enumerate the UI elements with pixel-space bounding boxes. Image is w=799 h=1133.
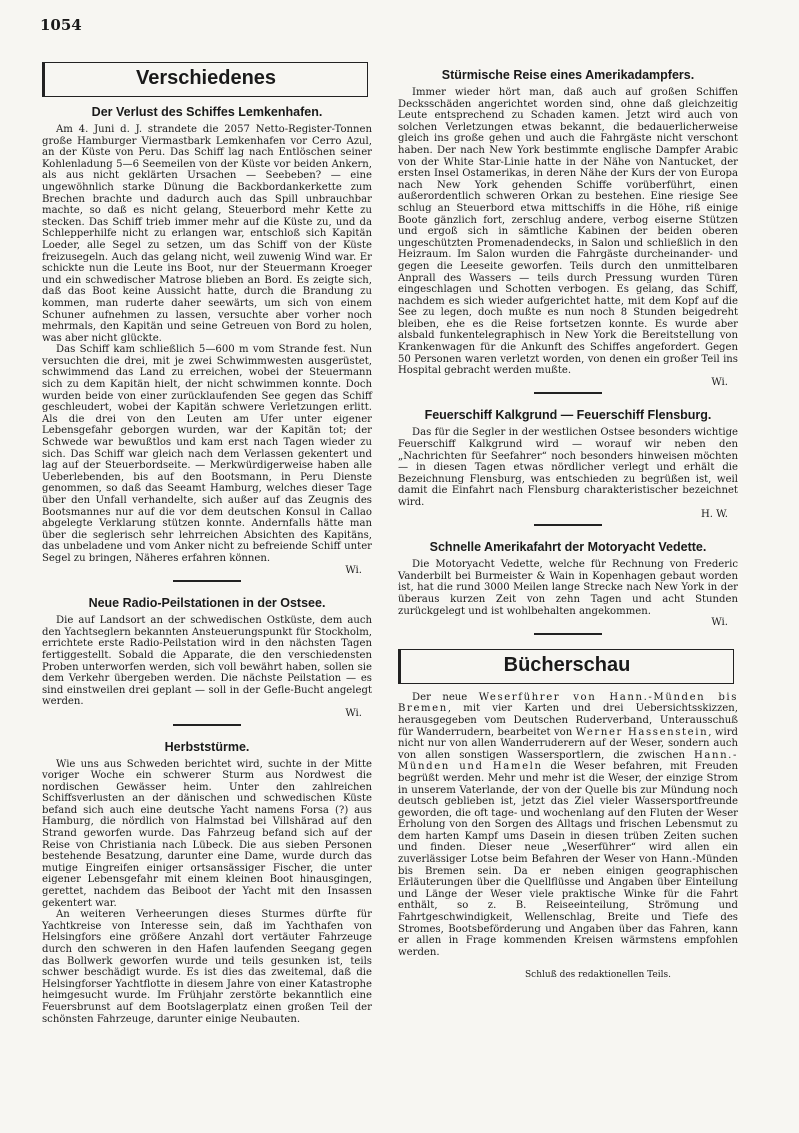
review-places: Hann.-Münden und Hameln (398, 749, 738, 773)
article-body (42, 124, 372, 565)
article-signature: Wi. (711, 376, 728, 388)
article-body (42, 615, 372, 708)
section-heading-buecherschau: Bücherschau (398, 649, 734, 684)
article-title: Der Verlust des Schiffes Lemkenhafen. (91, 105, 323, 119)
article-paragraph: Das für die Segler in der westlichen Ostsee besonders wichtige Feuerschiff Kalkgrund wird — worauf wir neben den „Nachrichten für Seefahrer“ noch besonders hinweisen möchten — in diesen Tagen etwas nördlicher verlegt und erhält die Bezeichnung Flensburg, was entschieden zu begrüßen ist, weil damit die Einfahrt nach Flensburg charakteristischer bezeichnet wird. (398, 427, 738, 508)
article-paragraph: Die auf Landsort an der schwedischen Ostküste, dem auch den Yachtseglern bekannten Ansteuerungspunkt für Stockholm, errichtete erste Radio-Peilstation wird in den nächsten Tagen fertiggestellt. Sobald die Apparate, die den verschiedensten Proben unterworfen werden, sich voll bewährt haben, sollen sie dem Verkehr übergeben werden. Die nächste Peilstation — es sind einstweilen drei geplant — soll in der Gefle-Bucht angelegt werden. (42, 615, 372, 708)
article-title: Feuerschiff Kalkgrund — Feuerschiff Flensburg. (424, 408, 712, 423)
article-title: Schnelle Amerikafahrt der Motoryacht Vedette. (429, 540, 707, 555)
article-paragraph: Am 4. Juni d. J. strandete die 2057 Netto-Register-Tonnen große Hamburger Viermastbark Lemkenhafen vor Cerro Azul, an der Küste von Peru. Das Schiff lag nach Entlöschen seiner Kohlenladung 5—6 Seemeilen von der Küste vor beiden Ankern, als aus nicht geklärten Ursachen — Seebeben? — eine ungewöhnlich starke Dünung die Backbordankerkette zum Brechen brachte und dadurch auch das Spill unbrauchbar machte, so daß es nicht gelang, Steuerbord mehr Kette zu stecken. Das Schiff trieb immer mehr auf die Küste zu, und da Schlepperhilfe nicht zu erlangen war, entschloß sich Kapitän Loeder, alle Segel zu setzen, um das Schiff von der Küste freizusegeln. Auch das gelang nicht, weil zuwenig Wind war. Er schickte nun die Leute ins Boot, nur der Steuermann Kroeger und ein schwedischer Matrose blieben an Bord. Es zeigte sich, daß das Boot keine Aussicht hatte, durch die Brandung zu kommen, man ruderte daher seewärts, um sich von einem Schuner aufnehmen zu lassen, versuchte aber vorher noch mehrmals, den Kapitän und seine Getreuen von Bord zu holen, was aber nicht glückte. (42, 124, 372, 344)
article-paragraph: An weiteren Verheerungen dieses Sturmes dürfte für Yachtkreise von Interesse sein, daß im Yachthafen von Helsingfors eine größere Anzahl dort vertäuter Fahrzeuge durch den schweren in den Hafen laufenden Seegang gegen das Bollwerk geworfen wurde und teils gesunken ist, teils schwer beschädigt wurde. Es ist dies das zweitemal, daß die Helsingforser Yachtflotte in diesem Jahre von einer Katastrophe heimgesucht wurde. Im Frühjahr zerstörte bekanntlich eine Feuersbrunst auf dem Bootslagerplatz einen großen Teil der schönsten Fahrzeuge, darunter einige Neubauten. (42, 909, 372, 1025)
article-title: Neue Radio-Peilstationen in der Ostsee. (88, 596, 326, 611)
article-signature: Wi. (711, 617, 728, 629)
left-column (42, 62, 372, 1025)
section-heading-verschiedenes: Verschiedenes (42, 62, 368, 97)
article-title: Herbststürme. (164, 739, 250, 754)
page-number: 1054 (40, 16, 82, 34)
article-separator (534, 633, 602, 635)
article-paragraph: Wie uns aus Schweden berichtet wird, suchte in der Mitte voriger Woche ein schwerer Sturm aus Nordwest die nordischen Gewässer heim. Unter den zahlreichen Schiffsverlusten an der dänischen und schwedischen Küste befand sich auch eine deutsche Yacht namens Forsa (?) aus Hamburg, die nördlich von Halmstad bei Villshärad auf den Strand geworfen wurde. Das Fahrzeug befand sich auf der Reise von Christiania nach Lübeck. Die aus sieben Personen bestehende Besatzung, darunter eine Dame, wurde durch das mutige Eingreifen einiger ortsansässiger Fischer, die unter eigener Lebensgefahr mit einem kleinen Boot hinausgingen, gerettet, nachdem das Beiboot der Yacht mit den Insassen gekentert war. (42, 758, 372, 909)
article-separator (173, 724, 241, 726)
review-intro: Der neue (412, 691, 479, 703)
article-paragraph: Immer wieder hört man, daß auch auf großen Schiffen Decksschäden angerichtet worden sind, ohne daß gleichzeitig Leute entsprechend zu Schaden kamen. Jetzt wird auch von solchen Verletzungen etwas bekannt, die bedauerlicherweise gleich ins große gehen und auch die Fahrgäste nicht verschont haben. Der nach New York bestimmte englische Dampfer Arabic von der White Star-Linie hatte in der Nähe von Nantucket, der ersten Insel Ostamerikas, in deren Nähe der Kurs der von Europa nach New York gehenden Schiffe vorüberführt, einen außerordentlich schweren Orkan zu bestehen. Eine riesige See schlug an Steuerbord etwa mittschiffs in die Höhe, riß einige Boote gänzlich fort, zerschlug andere, verbog eiserne Stützen und ergoß sich in sämtliche Kabinen der beiden oberen ungeschützten Promenadendecks, in Salon und schließlich in den Heizraum. Im Salon wurden die Fahrgäste durcheinander- und gegen die Leeseite geworfen. Teils durch den unmittelbaren Anprall des Wassers — teils durch Pressung wurden Türen eingeschlagen und Schotten verbogen. Es gelang, das Schiff, nachdem es sich wieder aufgerichtet hatte, mit dem Kopf auf die See zu legen, doch mußte es nun noch 8 Stunden beigedreht bleiben, ehe es die Reise fortsetzen konnte. Es wurde aber alsbald funkentelegraphisch in New York die Bereitstellung von Krankenwagen für die Ankunft des Schiffes angefordert. Gegen 50 Personen waren verletzt worden, von denen ein großer Teil ins Hospital gebracht werden mußte. (398, 87, 738, 377)
article-separator (534, 524, 602, 526)
review-text: , mit vier Karten und drei Uebersichtsskizzen, herausgegeben vom Deutschen Ruderverband, Unterausschuß für Wanderrudern, bearbeitet von (398, 703, 738, 738)
article-paragraph: Das Schiff kam schließlich 5—600 m vom Strande fest. Nun versuchten die drei, mit je zwei Schwimmwesten ausgerüstet, schwimmend das Land zu erreichen, wobei der Steuermann sich zu dem Kapitän hielt, der nicht schwimmen konnte. Doch wurden beide von einer zurücklaufenden See gegen das Schiff geschleudert, wobei der Kapitän schwere Verletzungen erlitt. Als die drei von den Leuten am Ufer unter eigener Lebensgefahr geborgen wurden, war der Kapitän tot; der Schwede war bewußtlos und kam erst nach Tagen wieder zu sich. Das Schiff war gleich nach dem Verlassen gekentert und lag auf der Steuerbordseite. — Merkwürdigerweise haben alle Ueberlebenden, bis auf den Bootsmann, in Peru Dienste genommen, so daß das Seeamt Hamburg, welches dieser Tage über den Unfall verhandelte, sich außer auf das Zeugnis des Bootsmannes nur auf die vor dem deutschen Konsul in Callao abgelegte Verklarung stützen konnte. Andernfalls hätte man über die seglerisch sehr lehrreichen Absichten des Kapitäns, das unbeladene und vom Anker nicht zu befreiende Schiff unter Segel zu bringen, Näheres erfahren können. (42, 344, 372, 564)
article-separator (173, 580, 241, 582)
article-body (398, 87, 738, 377)
right-column (398, 64, 738, 980)
article-title: Stürmische Reise eines Amerikadampfers. (441, 68, 695, 82)
article-separator (534, 392, 602, 394)
review-text: , wird nicht nur von allen Wanderruderern auf der Weser, sondern auch von allen sonstigen Wassersportlern, die zwischen (398, 726, 738, 761)
review-text: die Weser befahren, mit Freuden begrüßt werden. Mehr und mehr ist die Weser, der einzige Strom in unserem Vaterlande, der von der Quelle bis zur Mündung noch deutsch geblieben ist, jetzt das Ziel vieler Wassersportfreunde geworden, die oft tage- und wochenlang auf den Fluten der Weser Erholung von den Sorgen des Alltags und frischen Lebensmut zu dem harten Kampf ums Dasein in diesen trüben Zeiten suchen und finden. Dieser neue „Weserführer“ wird allen ein zuverlässiger Lotse beim Befahren der Weser von Hann.-Münden bis Bremen sein. Da er neben einigen geographischen Erläuterungen über die Quellflüsse und Angaben über Einteilung und Länge der Weser viele praktische Winke für die Fahrt enthält, so z. B. Reiseeinteilung, Strömung und Fahrtgeschwindigkeit, Wellenschlag, Breite und Tiefe des Stromes, Bootsbeförderung und Angaben über das Fahren, kann er allen in Frage kommenden Kreisen wärmstens empfohlen werden. (398, 761, 738, 958)
article-signature: Wi. (345, 707, 362, 719)
article-signature: H. W. (700, 508, 728, 520)
review-author: Werner Hassenstein (575, 726, 709, 738)
review-paragraph (398, 692, 738, 959)
article-body (398, 427, 738, 508)
article-paragraph: Die Motoryacht Vedette, welche für Rechnung von Frederic Vanderbilt bei Burmeister & Wain in Kopenhagen gebaut worden ist, hat die rund 3000 Meilen lange Strecke nach New York in der überaus kurzen Zeit von zehn Tagen und acht Stunden zurückgelegt und ist wohlbehalten angekommen. (398, 559, 738, 617)
article-body (42, 759, 372, 1026)
article-body (398, 559, 738, 617)
review-body (398, 692, 738, 959)
closing-note: Schluß des redaktionellen Teils. (525, 970, 671, 981)
article-signature: Wi. (345, 564, 362, 576)
review-book-title: Weserführer von Hann.-Münden bis Bremen (398, 691, 738, 715)
